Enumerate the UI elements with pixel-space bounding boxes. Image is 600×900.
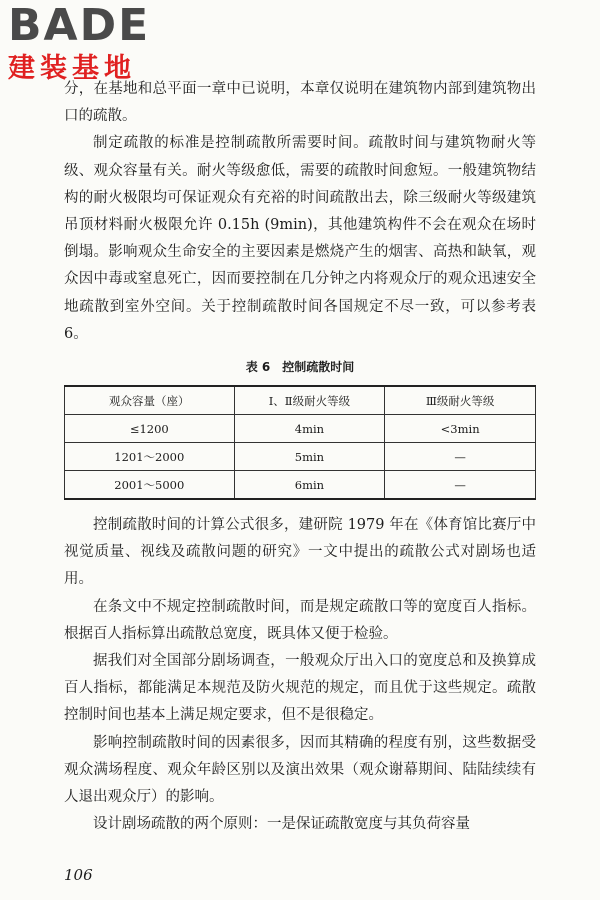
table-cell: <3min xyxy=(385,415,536,443)
table-cell: 5min xyxy=(234,443,385,471)
table-cell: 6min xyxy=(234,471,385,500)
paragraph-width-index: 在条文中不规定控制疏散时间，而是规定疏散口等的宽度百人指标。根据百人指标算出疏散总宽度，既具体又便于检验。 xyxy=(64,598,536,642)
table-row xyxy=(65,443,536,471)
logo-wordmark: BADE xyxy=(8,0,151,51)
table-cell: — xyxy=(385,443,536,471)
paragraph-factors: 影响控制疏散时间的因素很多，因而其精确的程度有别，这些数据受观众满场程度、观众年龄区别以及演出效果（观众谢幕期间、陆陆续续有人退出观众厅）的影响。 xyxy=(64,734,536,806)
table-header-row xyxy=(65,386,536,415)
evacuation-time-table xyxy=(64,385,536,500)
table-cell: ≤1200 xyxy=(65,415,235,443)
paragraph-evacuation-standard: 制定疏散的标准是控制疏散所需要时间。疏散时间与建筑物耐火等级、观众容量有关。耐火等级愈低，需要的疏散时间愈短。一般建筑物结构的耐火极限均可保证观众有充裕的时间疏散出去，除三级耐火等级建筑吊顶材料耐火极限允许 0.15h (9min)，其他建筑构件不会在观众在场时倒塌。影响观众生命安全的主要因素是燃烧产生的烟害、高热和缺氧，观众因中毒或窒息死亡，因而要控制在几分钟之内将观众厅的观众迅速安全地疏散到室外空间。关于控制疏散时间各国规定不尽一致，可以参考表 6。 xyxy=(64,135,536,342)
page-content xyxy=(64,76,536,838)
paragraph-principles: 设计剧场疏散的两个原则：一是保证疏散宽度与其负荷容量 xyxy=(93,816,470,833)
paragraph-survey: 据我们对全国部分剧场调查，一般观众厅出入口的宽度总和及换算成百人指标，都能满足本规范及防火规范的规定，而且优于这些规定。疏散控制时间也基本上满足规定要求，但不是很稳定。 xyxy=(64,653,536,724)
table-cell: — xyxy=(385,471,536,500)
paragraph-formula: 控制疏散时间的计算公式很多，建研院 1979 年在《体育馆比赛厅中视觉质量、视线及疏散问题的研究》一文中提出的疏散公式对剧场也适用。 xyxy=(64,517,536,588)
table-caption: 表 6 控制疏散时间 xyxy=(245,360,355,375)
paragraph-intro: 分，在基地和总平面一章中已说明，本章仅说明在建筑物内部到建筑物出口的疏散。 xyxy=(64,81,536,125)
page-number: 106 xyxy=(64,866,93,884)
logo-subtitle: 建装基地 xyxy=(8,53,136,84)
table-header-cell: 观众容量（座） xyxy=(65,386,235,415)
table-cell: 4min xyxy=(234,415,385,443)
table-row xyxy=(65,471,536,500)
table-header-cell: Ⅲ级耐火等级 xyxy=(385,386,536,415)
table-cell: 1201～2000 xyxy=(65,443,235,471)
table-cell: 2001～5000 xyxy=(65,471,235,500)
table-row xyxy=(65,415,536,443)
table-header-cell: Ⅰ、Ⅱ级耐火等级 xyxy=(234,386,385,415)
